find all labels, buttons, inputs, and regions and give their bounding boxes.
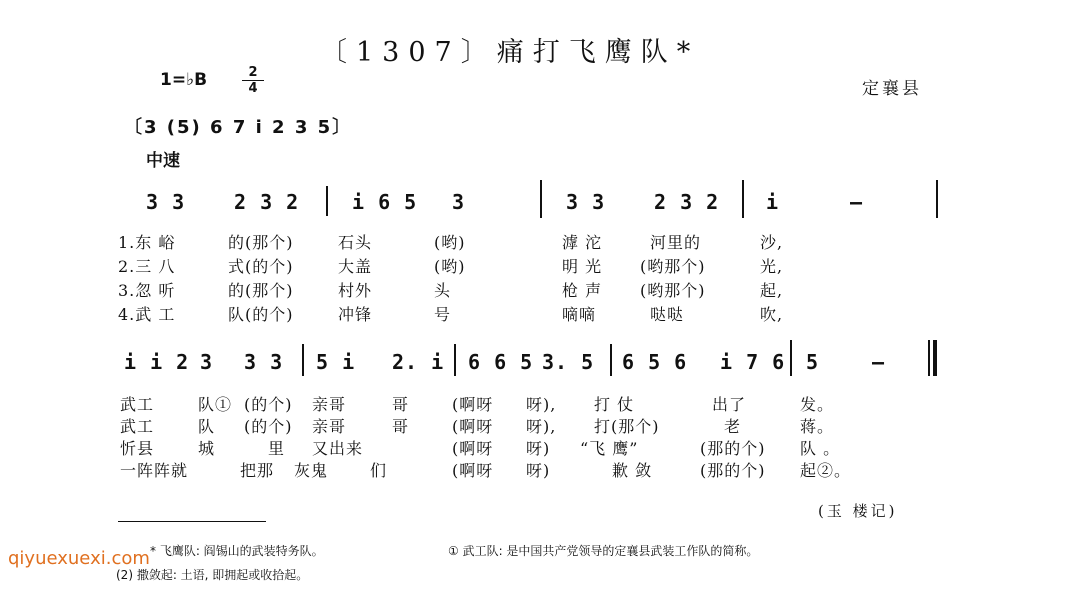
watermark: qiyuexuexi.com xyxy=(8,548,150,569)
lyric: 又出来 xyxy=(312,439,364,458)
note-group: 5 i xyxy=(316,350,356,374)
footnote-two: (2) 撒敛起: 土语, 即拥起或收拾起。 xyxy=(116,568,309,582)
note-group: i 6 5 xyxy=(352,190,418,214)
meter-top: 2 xyxy=(248,65,258,80)
note-group: i 7 6 xyxy=(720,350,786,374)
barline xyxy=(326,186,328,216)
note-group: 3 3 xyxy=(566,190,606,214)
lyric: 哥 xyxy=(392,417,410,436)
lyric: 头 xyxy=(434,281,452,300)
note-group: i i 2 xyxy=(124,350,190,374)
lyric: 们 xyxy=(370,461,388,480)
lyric: 起②。 xyxy=(800,461,852,480)
lyric: 沙, xyxy=(760,233,784,252)
lyric: 2.三 八 xyxy=(118,257,176,276)
lyric: (的个) xyxy=(244,417,293,436)
lyric: (哟) xyxy=(434,233,466,252)
lyric: 明 光 xyxy=(562,257,603,276)
barline xyxy=(454,344,456,376)
lyric: 发。 xyxy=(800,395,835,414)
lyric: 队 xyxy=(198,417,216,436)
lyric: 呀) xyxy=(526,461,551,480)
intro-phrase: 〔3 (5) 6 7 i 2 3 5〕 xyxy=(124,117,353,138)
lyric: 嘀嘀 xyxy=(562,305,597,324)
lyric: 大盖 xyxy=(338,257,373,276)
lyric: 村外 xyxy=(338,281,373,300)
barline xyxy=(302,344,304,376)
footnote-one: ① 武工队: 是中国共产党领导的定襄县武装工作队的简称。 xyxy=(448,544,759,558)
tempo-marking: 中速 xyxy=(146,151,180,171)
barline xyxy=(540,180,542,218)
lyric: 4.武 工 xyxy=(118,305,176,324)
song-title: 〔1307〕痛打飞鹰队* xyxy=(320,37,700,68)
footnote-star: * 飞鹰队: 阎锡山的武装特务队。 xyxy=(150,544,324,558)
lyric: 城 xyxy=(198,439,216,458)
note-group: 3 xyxy=(452,190,466,214)
note-group: 2 3 2 xyxy=(654,190,720,214)
lyric: 蒋。 xyxy=(800,417,835,436)
lyric: 号 xyxy=(434,305,452,324)
lyric: (啊呀 xyxy=(452,461,494,480)
lyric: 里 xyxy=(268,439,286,458)
lyric: 忻县 xyxy=(120,439,155,458)
lyric: 枪 声 xyxy=(562,281,603,300)
lyric: 队 。 xyxy=(800,439,841,458)
note-group: 3 xyxy=(200,350,214,374)
lyric: 老 xyxy=(724,417,742,436)
lyric: (哟那个) xyxy=(640,281,706,300)
lyric: 队① xyxy=(198,395,233,414)
note-group: 6 5 6 xyxy=(622,350,688,374)
lyric: 打 仗 xyxy=(594,395,635,414)
lyric: 河里的 xyxy=(650,233,702,252)
lyric: 亲哥 xyxy=(312,417,347,436)
lyric: 冲锋 xyxy=(338,305,373,324)
lyric: (啊呀 xyxy=(452,439,494,458)
lyric: 打(那个) xyxy=(594,417,660,436)
lyric: 哒哒 xyxy=(650,305,685,324)
lyric: (哟那个) xyxy=(640,257,706,276)
lyric: 石头 xyxy=(338,233,373,252)
barline xyxy=(936,180,938,218)
lyric: 光, xyxy=(760,257,784,276)
lyric: 武工 xyxy=(120,417,155,436)
lyric: (的个) xyxy=(244,395,293,414)
note-group: 3. 5 xyxy=(542,350,595,374)
lyric: 呀), xyxy=(526,417,557,436)
key-signature: 1=♭B xyxy=(160,70,208,90)
lyric: 一阵阵就 xyxy=(120,461,189,480)
lyric: (啊呀 xyxy=(452,395,494,414)
lyric: 出了 xyxy=(712,395,747,414)
lyric: (那的个) xyxy=(700,461,766,480)
lyric: 的(那个) xyxy=(228,281,294,300)
lyric: 式(的个) xyxy=(228,257,294,276)
lyric: 歉 敛 xyxy=(612,461,653,480)
transcriber-credit: (玉 楼记) xyxy=(818,502,898,520)
note-group: i xyxy=(766,190,780,214)
note-group: 2. i xyxy=(392,350,445,374)
meter-bottom: 4 xyxy=(248,81,258,96)
lyric: (啊呀 xyxy=(452,417,494,436)
origin-label: 定襄县 xyxy=(862,79,922,99)
time-signature xyxy=(242,66,264,95)
lyric: 呀) xyxy=(526,439,551,458)
barline xyxy=(610,344,612,376)
lyric: 滹 沱 xyxy=(562,233,603,252)
lyric: 3.忽 听 xyxy=(118,281,176,300)
lyric: 吹, xyxy=(760,305,784,324)
lyric: 把那 xyxy=(240,461,275,480)
lyric: 1.东 峪 xyxy=(118,233,176,252)
lyric: (哟) xyxy=(434,257,466,276)
lyric: 起, xyxy=(760,281,784,300)
footnote-rule xyxy=(118,521,266,522)
lyric: 呀), xyxy=(526,395,557,414)
lyric: 队(的个) xyxy=(228,305,294,324)
note-group: 6 6 5 xyxy=(468,350,534,374)
note-group: – xyxy=(872,350,886,374)
lyric: 亲哥 xyxy=(312,395,347,414)
final-barline-thick xyxy=(933,340,937,376)
lyric: 灰鬼 xyxy=(294,461,329,480)
note-group: 3 3 xyxy=(146,190,186,214)
note-group: 5 xyxy=(806,350,820,374)
note-group: 2 3 2 xyxy=(234,190,300,214)
lyric: “飞 鹰” xyxy=(580,439,639,458)
barline xyxy=(790,340,792,376)
lyric: (那的个) xyxy=(700,439,766,458)
final-barline-thin xyxy=(928,340,930,376)
lyric: 的(那个) xyxy=(228,233,294,252)
lyric: 哥 xyxy=(392,395,410,414)
lyric: 武工 xyxy=(120,395,155,414)
note-group: 3 3 xyxy=(244,350,284,374)
note-group: – xyxy=(850,190,864,214)
barline xyxy=(742,180,744,218)
